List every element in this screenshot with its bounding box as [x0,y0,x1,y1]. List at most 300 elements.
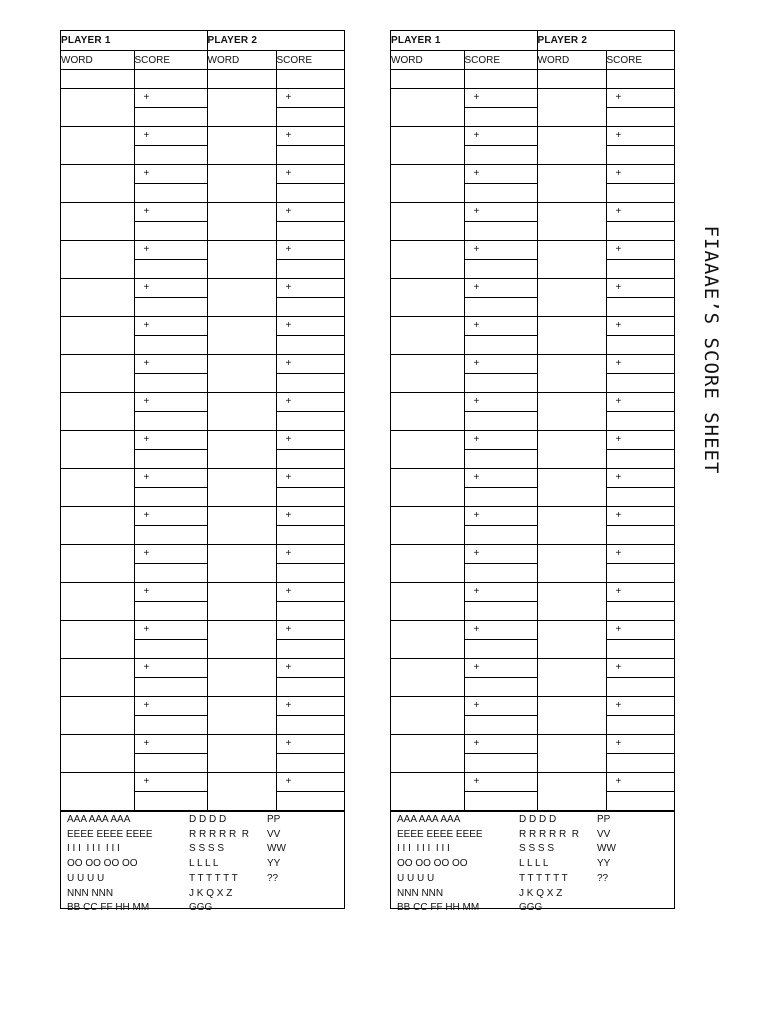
score-total-cell[interactable] [276,526,344,545]
word-cell[interactable] [207,70,276,89]
tile-count-text: EEEE EEEE EEEE [397,828,483,840]
score-total-cell[interactable] [134,488,207,507]
score-total-cell[interactable] [134,792,207,811]
score-add-cell[interactable] [606,469,674,488]
score-total-cell[interactable] [276,336,344,355]
word-cell[interactable] [207,203,276,241]
score-add-cell[interactable] [606,583,674,602]
score-total-cell[interactable] [464,564,537,583]
score-total-cell[interactable] [606,222,674,241]
turn-row [61,241,344,260]
score-total-cell[interactable] [276,260,344,279]
score-total-cell[interactable] [464,640,537,659]
word-cell[interactable] [537,165,606,203]
score-add-cell[interactable] [606,393,674,412]
score-total-cell[interactable] [464,488,537,507]
plus-sign: + [285,776,292,787]
score-total-cell[interactable] [276,222,344,241]
plus-sign: + [285,700,292,711]
word-cell[interactable] [391,279,464,317]
score-total-cell[interactable] [134,716,207,735]
score-add-cell[interactable] [606,659,674,678]
score-total-cell[interactable] [134,412,207,431]
tile-count-text: EEEE EEEE EEEE [67,828,153,840]
turn-row [61,127,344,146]
tile-count-text: WW [267,843,286,855]
word-cell[interactable] [391,317,464,355]
score-total-cell[interactable] [276,108,344,127]
score-total-cell[interactable] [464,792,537,811]
word-cell[interactable] [391,659,464,697]
plus-sign: + [615,396,622,407]
score-add-cell[interactable] [134,165,207,184]
tile-count-text: BB CC FF HH MM [397,902,480,914]
score-total-cell[interactable] [606,298,674,317]
score-total-cell[interactable] [606,108,674,127]
word-cell[interactable] [61,165,134,203]
word-cell[interactable] [207,659,276,697]
score-add-cell[interactable] [134,697,207,716]
score-total-cell[interactable] [276,450,344,469]
plus-sign: + [143,510,150,521]
turn-row [391,735,674,754]
plus-sign: + [615,472,622,483]
score-add-cell[interactable] [134,127,207,146]
score-add-cell[interactable] [464,697,537,716]
score-total-cell[interactable] [134,450,207,469]
word-cell[interactable] [537,773,606,811]
score-add-cell[interactable] [134,583,207,602]
score-sheet-left [60,30,345,914]
plus-sign: + [143,624,150,635]
score-add-cell[interactable] [134,545,207,564]
score-total-cell[interactable] [464,678,537,697]
word-column-header: WORD [61,51,134,70]
word-cell[interactable] [61,621,134,659]
tile-count-text: NNN NNN [397,887,444,899]
score-add-cell[interactable] [276,393,344,412]
score-add-cell[interactable] [464,203,537,222]
word-cell[interactable] [207,317,276,355]
plus-sign: + [285,168,292,179]
score-total-cell[interactable] [464,108,537,127]
score-total-cell[interactable] [464,450,537,469]
player-2-header: PLAYER 2 [537,31,674,51]
tile-count-text: T T T T T T [189,872,238,884]
score-total-cell[interactable] [606,184,674,203]
score-add-cell[interactable] [464,241,537,260]
word-cell[interactable] [207,507,276,545]
score-add-cell[interactable] [606,621,674,640]
word-cell[interactable] [537,697,606,735]
score-add-cell[interactable] [276,469,344,488]
score-total-cell[interactable] [276,602,344,621]
score-add-cell[interactable] [464,469,537,488]
score-add-cell[interactable] [276,431,344,450]
score-total-cell[interactable] [134,298,207,317]
score-total-cell[interactable] [606,374,674,393]
player-2-header: PLAYER 2 [207,31,344,51]
plus-sign: + [285,358,292,369]
word-cell[interactable] [537,431,606,469]
word-cell[interactable] [391,735,464,773]
word-cell[interactable] [537,545,606,583]
score-add-cell[interactable] [464,279,537,298]
word-cell[interactable] [391,355,464,393]
score-add-cell[interactable] [276,545,344,564]
tile-count-text: D D D D [519,814,557,825]
score-add-cell[interactable] [606,203,674,222]
score-add-cell[interactable] [276,507,344,526]
score-total-cell[interactable] [276,678,344,697]
score-add-cell[interactable] [606,355,674,374]
plus-sign: + [143,434,150,445]
score-total-cell[interactable] [606,450,674,469]
player-1-header: PLAYER 1 [391,31,537,51]
word-cell[interactable] [61,393,134,431]
score-add-cell[interactable] [276,355,344,374]
word-cell[interactable] [391,621,464,659]
turn-row [391,355,674,374]
turn-row [391,621,674,640]
score-add-cell[interactable] [464,545,537,564]
score-add-cell[interactable] [464,431,537,450]
plus-sign: + [143,282,150,293]
score-total-cell[interactable] [606,716,674,735]
score-add-cell[interactable] [606,241,674,260]
score-total-cell[interactable] [134,564,207,583]
score-add-cell[interactable] [134,203,207,222]
score-add-cell[interactable] [606,127,674,146]
word-cell[interactable] [537,659,606,697]
word-cell[interactable] [537,241,606,279]
score-add-cell[interactable] [134,317,207,336]
plus-sign: + [143,586,150,597]
score-cell[interactable] [464,70,537,89]
turn-row [61,583,344,602]
word-cell[interactable] [391,70,464,89]
word-cell[interactable] [537,89,606,127]
plus-sign: + [473,130,480,141]
score-total-cell[interactable] [276,298,344,317]
score-total-cell[interactable] [464,602,537,621]
score-add-cell[interactable] [134,621,207,640]
word-cell[interactable] [207,393,276,431]
score-add-cell[interactable] [276,165,344,184]
plus-sign: + [615,662,622,673]
word-cell[interactable] [207,735,276,773]
plus-sign: + [473,320,480,331]
score-total-cell[interactable] [606,260,674,279]
word-cell[interactable] [207,773,276,811]
word-cell[interactable] [537,583,606,621]
word-cell[interactable] [391,393,464,431]
score-column-header: SCORE [464,51,537,70]
score-add-cell[interactable] [606,773,674,792]
score-total-cell[interactable] [606,792,674,811]
tile-count-text: VV [267,828,281,840]
score-add-cell[interactable] [134,507,207,526]
word-cell[interactable] [537,621,606,659]
score-total-cell[interactable] [606,678,674,697]
score-add-cell[interactable] [134,469,207,488]
score-total-cell[interactable] [464,754,537,773]
score-total-cell[interactable] [276,412,344,431]
score-add-cell[interactable] [606,89,674,108]
word-cell[interactable] [61,469,134,507]
word-cell[interactable] [391,697,464,735]
score-add-cell[interactable] [464,621,537,640]
plus-sign: + [615,776,622,787]
score-total-cell[interactable] [606,412,674,431]
score-add-cell[interactable] [464,773,537,792]
plus-sign: + [285,396,292,407]
word-cell[interactable] [537,279,606,317]
word-cell[interactable] [391,203,464,241]
word-cell[interactable] [207,165,276,203]
plus-sign: + [615,434,622,445]
score-total-cell[interactable] [464,260,537,279]
score-add-cell[interactable] [606,735,674,754]
score-add-cell[interactable] [276,735,344,754]
word-cell[interactable] [207,583,276,621]
score-add-cell[interactable] [276,127,344,146]
score-add-cell[interactable] [276,317,344,336]
word-cell[interactable] [61,583,134,621]
score-total-cell[interactable] [134,526,207,545]
score-add-cell[interactable] [276,773,344,792]
word-cell[interactable] [61,241,134,279]
score-add-cell[interactable] [464,659,537,678]
word-cell[interactable] [391,165,464,203]
score-add-cell[interactable] [276,659,344,678]
score-add-cell[interactable] [464,355,537,374]
score-add-cell[interactable] [276,203,344,222]
score-add-cell[interactable] [606,507,674,526]
plus-sign: + [615,206,622,217]
score-add-cell[interactable] [464,507,537,526]
score-column-header: SCORE [134,51,207,70]
score-total-cell[interactable] [606,754,674,773]
word-cell[interactable] [537,70,606,89]
score-add-cell[interactable] [276,89,344,108]
score-total-cell[interactable] [464,146,537,165]
word-cell[interactable] [207,279,276,317]
word-cell[interactable] [207,697,276,735]
score-total-cell[interactable] [276,716,344,735]
word-cell[interactable] [391,507,464,545]
word-cell[interactable] [391,127,464,165]
word-cell[interactable] [391,583,464,621]
plus-sign: + [473,92,480,103]
score-total-cell[interactable] [134,260,207,279]
score-total-cell[interactable] [134,222,207,241]
plus-sign: + [285,434,292,445]
score-total-cell[interactable] [134,678,207,697]
word-cell[interactable] [61,735,134,773]
score-add-cell[interactable] [134,659,207,678]
word-cell[interactable] [537,203,606,241]
plus-sign: + [615,738,622,749]
word-cell[interactable] [391,469,464,507]
tile-distribution [391,811,674,916]
turn-row [61,507,344,526]
score-add-cell[interactable] [464,393,537,412]
score-add-cell[interactable] [606,545,674,564]
score-total-cell[interactable] [606,488,674,507]
score-total-cell[interactable] [606,564,674,583]
score-table [61,31,344,811]
score-add-cell[interactable] [134,773,207,792]
score-total-cell[interactable] [134,374,207,393]
score-total-cell[interactable] [276,792,344,811]
word-cell[interactable] [391,545,464,583]
score-total-cell[interactable] [134,108,207,127]
score-add-cell[interactable] [134,241,207,260]
score-add-cell[interactable] [134,431,207,450]
score-add-cell[interactable] [606,431,674,450]
score-add-cell[interactable] [606,697,674,716]
word-cell[interactable] [537,317,606,355]
score-add-cell[interactable] [134,89,207,108]
word-cell[interactable] [391,773,464,811]
score-add-cell[interactable] [276,697,344,716]
score-total-cell[interactable] [134,602,207,621]
turn-row [61,431,344,450]
score-cell[interactable] [606,70,674,89]
score-add-cell[interactable] [606,165,674,184]
tile-count-text: WW [597,843,616,855]
score-add-cell[interactable] [606,279,674,298]
score-total-cell[interactable] [134,336,207,355]
score-cell[interactable] [276,70,344,89]
score-add-cell[interactable] [134,735,207,754]
tile-count-text: GGG [189,902,213,914]
plus-sign: + [473,282,480,293]
word-cell[interactable] [391,89,464,127]
score-add-cell[interactable] [464,89,537,108]
word-cell[interactable] [61,89,134,127]
tile-count-text: ?? [267,872,279,884]
word-cell[interactable] [61,203,134,241]
score-total-cell[interactable] [276,754,344,773]
word-cell[interactable] [207,545,276,583]
score-add-cell[interactable] [464,735,537,754]
score-total-cell[interactable] [464,412,537,431]
turn-row [391,697,674,716]
score-add-cell[interactable] [606,317,674,336]
word-cell[interactable] [207,89,276,127]
word-cell[interactable] [537,507,606,545]
word-cell[interactable] [61,127,134,165]
score-total-cell[interactable] [464,526,537,545]
score-total-cell[interactable] [276,374,344,393]
score-add-cell[interactable] [464,127,537,146]
plus-sign: + [285,548,292,559]
score-add-cell[interactable] [134,393,207,412]
word-cell[interactable] [537,393,606,431]
word-cell[interactable] [537,355,606,393]
word-cell[interactable] [61,317,134,355]
word-cell[interactable] [537,127,606,165]
score-total-cell[interactable] [276,564,344,583]
word-cell[interactable] [61,773,134,811]
plus-sign: + [473,776,480,787]
score-total-cell[interactable] [276,184,344,203]
tile-count-text: AAA AAA AAA [397,814,461,825]
score-total-cell[interactable] [606,602,674,621]
word-cell[interactable] [207,621,276,659]
word-cell[interactable] [537,469,606,507]
score-total-cell[interactable] [276,640,344,659]
tile-count-text: J K Q X Z [519,887,563,899]
score-total-cell[interactable] [134,640,207,659]
score-add-cell[interactable] [464,165,537,184]
score-add-cell[interactable] [464,317,537,336]
score-add-cell[interactable] [276,621,344,640]
score-total-cell[interactable] [464,336,537,355]
score-add-cell[interactable] [276,583,344,602]
plus-sign: + [143,776,150,787]
word-cell[interactable] [207,241,276,279]
score-add-cell[interactable] [134,279,207,298]
score-add-cell[interactable] [276,241,344,260]
word-cell[interactable] [207,127,276,165]
word-cell[interactable] [61,431,134,469]
score-total-cell[interactable] [606,526,674,545]
score-add-cell[interactable] [276,279,344,298]
word-cell[interactable] [61,70,134,89]
word-cell[interactable] [207,355,276,393]
word-cell[interactable] [61,507,134,545]
score-total-cell[interactable] [464,374,537,393]
word-cell[interactable] [61,279,134,317]
word-cell[interactable] [61,545,134,583]
score-cell[interactable] [134,70,207,89]
score-total-cell[interactable] [464,184,537,203]
score-total-cell[interactable] [134,754,207,773]
word-cell[interactable] [207,469,276,507]
turn-row [391,431,674,450]
word-cell[interactable] [537,735,606,773]
score-total-cell[interactable] [464,222,537,241]
word-cell[interactable] [61,659,134,697]
turn-row [61,469,344,488]
plus-sign: + [285,662,292,673]
score-total-cell[interactable] [276,488,344,507]
word-cell[interactable] [207,431,276,469]
score-total-cell[interactable] [464,298,537,317]
word-cell[interactable] [61,697,134,735]
score-total-cell[interactable] [606,336,674,355]
score-total-cell[interactable] [134,184,207,203]
score-add-cell[interactable] [464,583,537,602]
score-total-cell[interactable] [606,640,674,659]
score-total-cell[interactable] [464,716,537,735]
plus-sign: + [473,168,480,179]
word-cell[interactable] [391,241,464,279]
score-add-cell[interactable] [134,355,207,374]
turn-row [61,279,344,298]
score-total-cell[interactable] [134,146,207,165]
word-cell[interactable] [61,355,134,393]
plus-sign: + [473,700,480,711]
word-cell[interactable] [391,431,464,469]
plus-sign: + [143,396,150,407]
score-total-cell[interactable] [276,146,344,165]
score-total-cell[interactable] [606,146,674,165]
tile-count-text: VV [597,828,611,840]
